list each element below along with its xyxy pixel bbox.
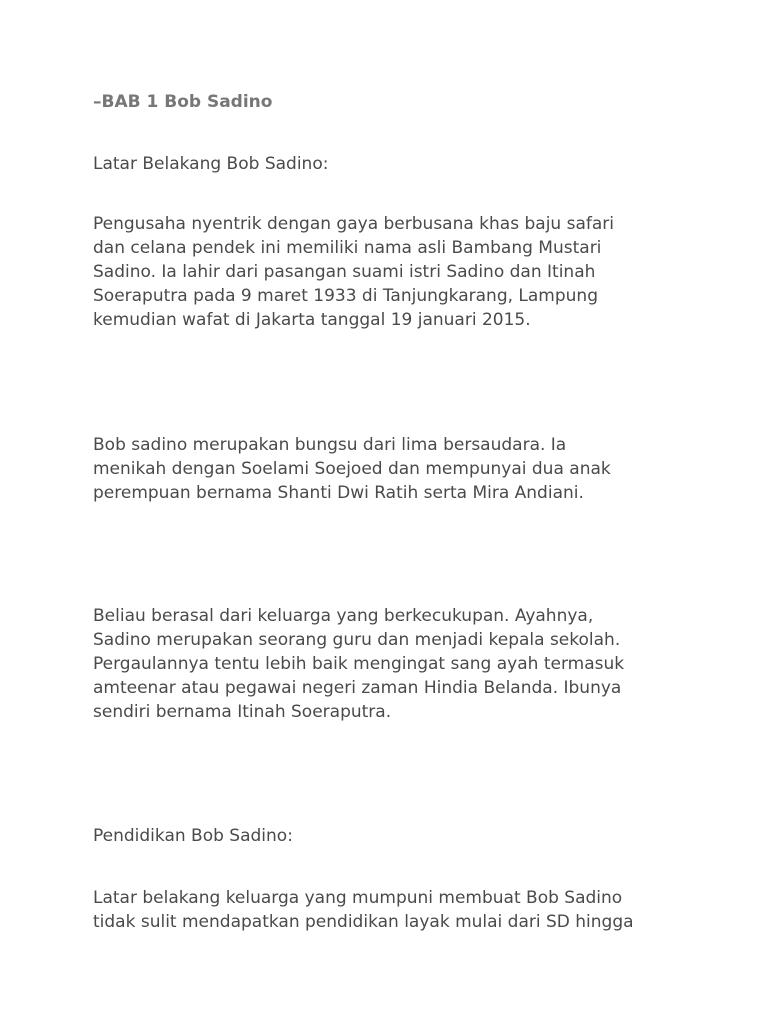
section-heading-education: Pendidikan Bob Sadino:: [93, 826, 293, 846]
paragraph-parents: Beliau berasal dari keluarga yang berkecukupan. Ayahnya, Sadino merupakan seorang guru dan menjadi kepala sekolah. Pergaulannya tentu lebih baik mengingat sang ayah termasuk amteenar atau pegawai negeri zaman Hindia Belanda. Ibunya sendiri bernama Itinah Soeraputra.: [93, 606, 625, 722]
document-title: –BAB 1 Bob Sadino: [93, 92, 273, 112]
paragraph-birth: Pengusaha nyentrik dengan gaya berbusana khas baju safari dan celana pendek ini memiliki nama asli Bambang Mustari Sadino. Ia lahir dari pasangan suami istri Sadino dan Itinah Soeraputra pada 9 maret 1933 di Tanjungkarang, Lampung kemudian wafat di Jakarta tanggal 19 januari 2015.: [93, 214, 614, 330]
section-heading-background: Latar Belakang Bob Sadino:: [93, 154, 329, 174]
paragraph-education: Latar belakang keluarga yang mumpuni membuat Bob Sadino tidak sulit mendapatkan pendidikan layak mulai dari SD hingga: [93, 888, 634, 932]
paragraph-family: Bob sadino merupakan bungsu dari lima bersaudara. Ia menikah dengan Soelami Soejoed dan mempunyai dua anak perempuan bernama Shanti Dwi Ratih serta Mira Andiani.: [93, 435, 611, 503]
